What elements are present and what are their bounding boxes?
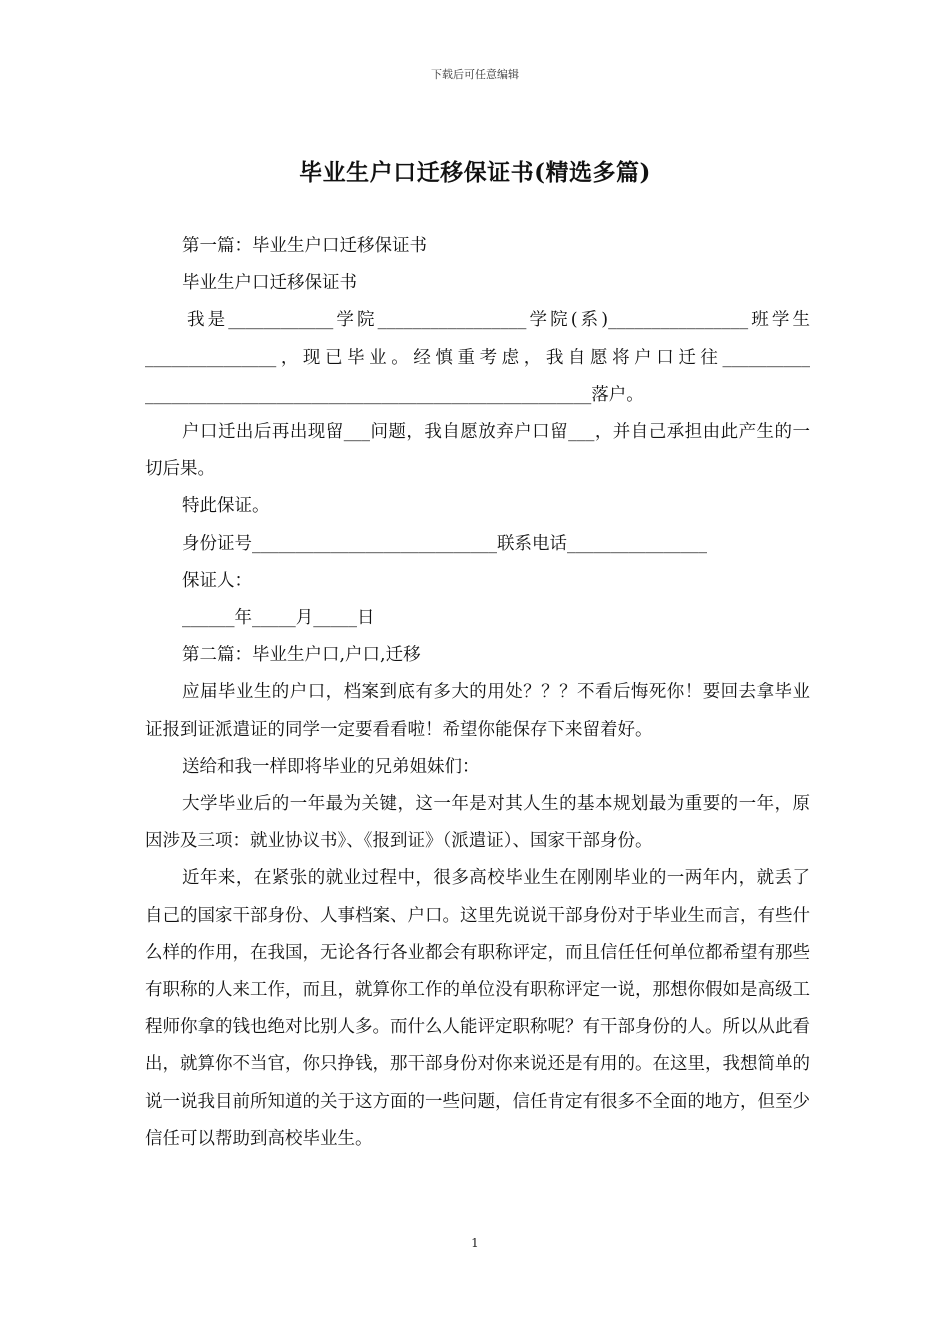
section-heading-2: 第二篇：毕业生户口,户口,迁移 [182, 645, 421, 666]
body-paragraph: 近年来，在紧张的就业过程中，很多高校毕业生在刚刚毕业的一两年内，就丢了自己的国家干部身份、人事档案、户口。这里先说说干部身份对于毕业生而言，有些什么样的作用，在我国，无论各行各业都会有职称评定，而且信任任何单位都希望有那些有职称的人来工作，而且，就算你工作的单位没有职称评定一说，那想你假如是高级工程师你拿的钱也绝对比别人多。而什么人能评定职称呢？有干部身份的人。所以从此看出，就算你不当官，你只挣钱，那干部身份对你来说还是有用的。在这里，我想简单的说一说我目前所知道的关于这方面的一些问题，信任肯定有很多不全面的地方，但至少信任可以帮助到高校毕业生。 [145, 868, 810, 1149]
body-paragraph: 应届毕业生的户口，档案到底有多大的用处？？？不看后悔死你！要回去拿毕业证报到证派遣证的同学一定要看看啦！希望你能保存下来留着好。 [145, 682, 810, 740]
form-line-date: ______年_____月_____日 [182, 608, 375, 629]
form-paragraph-identity: 我是____________学院_________________学院(系)________________班学生_______________，现已毕业。经慎重考虑，我自愿将户口迁往__________ ___________________________________________________落户。 [145, 310, 810, 405]
form-line-guarantor: 保证人： [182, 570, 252, 591]
form-paragraph-guarantee: 特此保证。 [182, 496, 270, 517]
body-paragraph: 大学毕业后的一年最为关键，这一年是对其人生的基本规划最为重要的一年，原因涉及三项：就业协议书》、《报到证》（派遣证）、国家干部身份。 [145, 794, 810, 852]
document-title: 毕业生户口迁移保证书(精选多篇) [299, 159, 651, 186]
document-body [145, 228, 810, 1158]
body-paragraph: 送给和我一样即将毕业的兄弟姐妹们： [182, 756, 480, 777]
form-title: 毕业生户口迁移保证书 [182, 273, 357, 294]
section-heading-1: 第一篇：毕业生户口迁移保证书 [182, 236, 427, 256]
page-number: 1 [471, 1236, 479, 1250]
form-paragraph-consequence: 户口迁出后再出现留___问题，我自愿放弃户口留___，并自己承担由此产生的一切后果。 [145, 422, 810, 480]
header-note: 下载后可任意编辑 [431, 68, 519, 81]
form-line-id-phone: 身份证号____________________________联系电话________________ [182, 533, 707, 554]
